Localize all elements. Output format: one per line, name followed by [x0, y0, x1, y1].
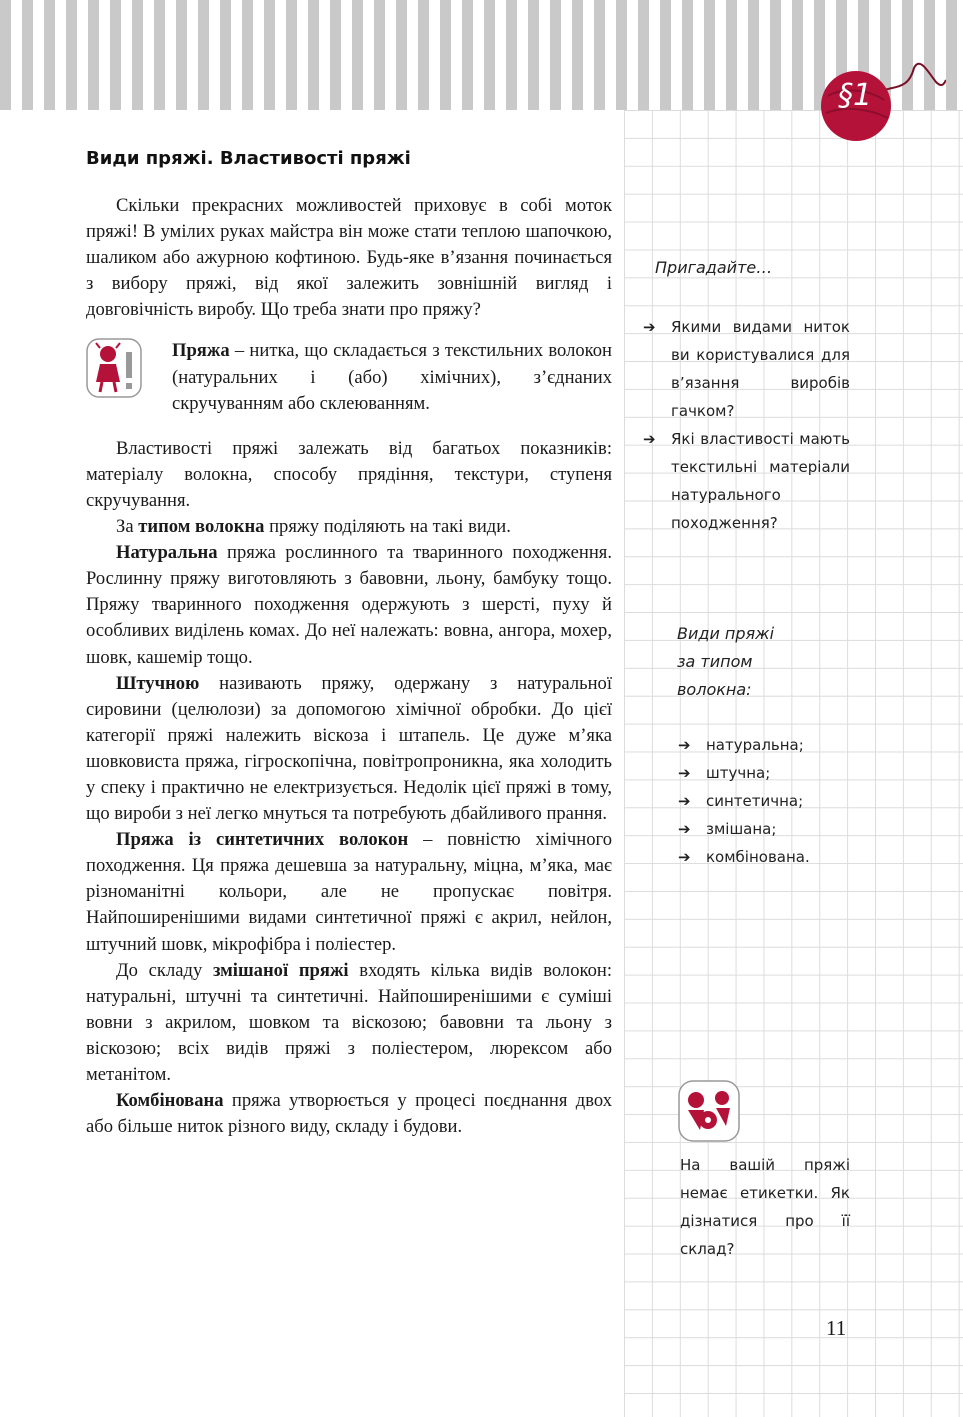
- properties-paragraph: Властивості пряжі залежать від багатьох показників: матеріалу волокна, способу прядіння, текстури, ступеня скручування.: [86, 437, 612, 511]
- character-exclamation-icon: [86, 338, 142, 398]
- list-item: ➔ синтетична;: [678, 787, 810, 815]
- combined-paragraph: Комбінована пряжа утворюється у процесі поєднання двох або більше ниток різного виду, складу і будови.: [86, 1090, 612, 1138]
- definition-box: [86, 338, 612, 416]
- intro-paragraph: Скільки прекрасних можливостей приховує в собі моток пряжі! В умілих руках майстра він може стати теплою шапочкою, шаликом або ажурною кофтиною. Будь-яке в’язання починається з вибору пряжі, від якої залежить зовнішній вигляд і довговічність виробу. Що треба знати про пряжу?: [86, 195, 612, 321]
- definition-paragraph: Пряжа – нитка, що складається з текстильних волокон (натуральних і (або) хімічних), з’єднаних скручуванням або склеюванням.: [172, 340, 612, 414]
- by-fiber-paragraph: За типом волокна пряжу поділяють на такі види.: [116, 516, 511, 538]
- list-item: ➔ Які властивості мають текстильні матеріали натурального походження?: [643, 425, 850, 537]
- list-item: ➔ Якими видами ниток ви користувалися для в’язання виробів гачком?: [643, 313, 850, 425]
- main-text: [86, 193, 612, 1140]
- list-item: ➔ змішана;: [678, 815, 810, 843]
- list-item: ➔ натуральна;: [678, 731, 810, 759]
- arrow-right-icon: ➔: [643, 318, 656, 336]
- arrow-right-icon: ➔: [678, 848, 691, 866]
- characters-question-icon: [678, 1080, 740, 1142]
- arrow-right-icon: ➔: [678, 764, 691, 782]
- page-title: Види пряжі. Властивості пряжі: [86, 148, 411, 169]
- arrow-right-icon: ➔: [678, 820, 691, 838]
- page-number: 11: [826, 1316, 847, 1340]
- list-item: ➔ штучна;: [678, 759, 810, 787]
- arrow-right-icon: ➔: [678, 792, 691, 810]
- types-title: Види пряжі за типом волокна:: [677, 624, 775, 699]
- artificial-paragraph: Штучною називають пряжу, одержану з натуральної сировини (целюлози) за допомогою хімічної обробки. До цієї категорії пряжі належить віскоза і штапель. Це дуже м’яка шовковиста пряжа, гігроскопічна, повітропроникна, яка холодить у спеку і практично не електризується. Недолік цієї пряжі в тому, що вироби з неї легко мнуться та потребують дбайливого прання.: [86, 672, 612, 825]
- definition-term: Пряжа: [172, 340, 230, 362]
- arrow-right-icon: ➔: [678, 736, 691, 754]
- remember-questions: [643, 313, 850, 537]
- arrow-right-icon: ➔: [643, 430, 656, 448]
- remember-title: Пригадайте…: [655, 258, 773, 277]
- natural-paragraph: Натуральна пряжа рослинного та тваринного походження. Рослинну пряжу виготовляють з бавовни, льону, бамбуку тощо. Пряжу тваринного походження одержують з шерсті, пуху й особливих виділень комах. До неї належать: вовна, ангора, мохер, шовк, кашемір тощо.: [86, 542, 612, 668]
- list-item: ➔ комбінована.: [678, 843, 810, 871]
- question-text: На вашій пряжі немає етикетки. Як дізнатися про її склад?: [680, 1156, 850, 1258]
- synthetic-paragraph: Пряжа із синтетичних волокон – повністю хімічного походження. Ця пряжа дешевша за натуральну, міцна, м’яка, має різноманітні кольори, але не пропускає повітря. Найпоширенішими видами синтетичної пряжі є акрил, нейлон, штучний шовк, мікрофібра і поліестер.: [86, 829, 612, 955]
- mixed-paragraph: До складу змішаної пряжі входять кілька видів волокон: натуральні, штучні та синтетичні. Найпоширенішими є суміші вовни з акрилом, шовком та віскозою; бавовни та льону з віскозою; всіх видів пряжі з поліестером, люрексом або метанітом.: [86, 959, 612, 1085]
- types-list: [678, 731, 810, 871]
- section-number: §1: [837, 78, 873, 113]
